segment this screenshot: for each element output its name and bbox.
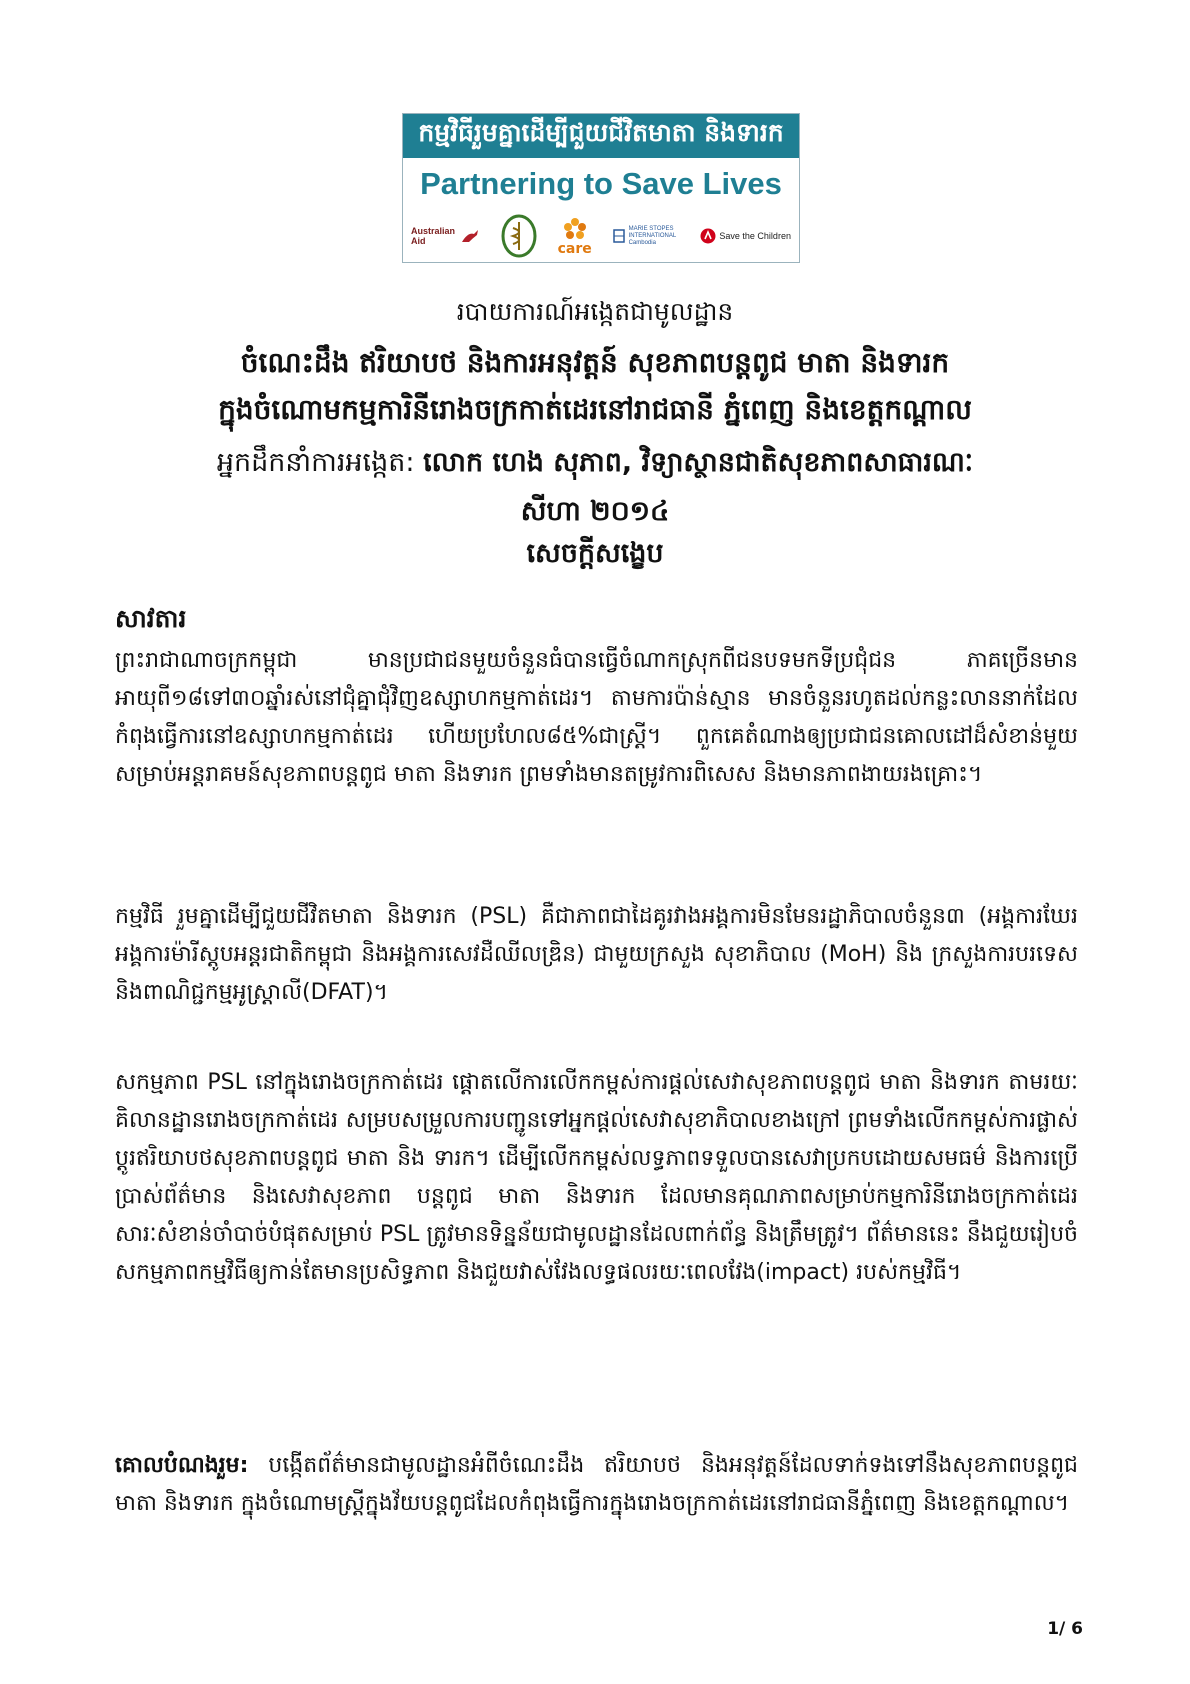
author-label: អ្នកដឹកនាំការអង្កេត: [216,447,415,478]
care-logo [558,216,592,256]
page-number: 1/ 6 [1047,1619,1083,1639]
paragraph-psl-program: កម្មវិធី រួមគ្នាដើម្បីជួយជីវិតមាតា និងទារក (PSL) គឺជាភាពជាដៃគូរវាងអង្គការមិនមែនរដ្ឋាភិបាលចំនួន៣ (អង្គការឃែរ អង្គការម៉ារីស្តូបអន្តរជាតិកម្ពុជា និងអង្គការសេវដឺឈីលឌ្រិន) ជាមួយក្រសួង សុខាភិបាល (MoH) និង ក្រសួងការបរទេស និងពាណិជ្ជកម្មអូស្ត្រាលី(DFAT)។ [115,904,1078,1005]
report-title-line-2: ក្នុងចំណោមកម្មការិនីរោងចក្រកាត់ដេរនៅរាជធានី ភ្នំពេញ និងខេត្តកណ្តាល [218,393,972,426]
save-the-children-logo [700,228,791,244]
author-name: លោក ហេង សុភាព, វិទ្យាស្ថានជាតិសុខភាពសាធារណៈ [423,447,974,478]
australian-aid-label: Australian Aid [411,226,456,246]
background-heading: សាវតារ [115,604,187,633]
marie-stopes-logo [612,226,681,247]
report-date: សីហា ២០១៤ [520,496,670,527]
australian-aid-logo [411,226,480,246]
logo-english-title: Partnering to Save Lives [420,166,782,201]
objective-text: បង្កើតព័ត៌មានជាមូលដ្ឋានអំពីចំណេះដឹង ឥរិយាបថ និងអនុវត្តន៍ដែលទាក់ទងទៅនឹងសុខភាពបន្តពូជ មាតា និងទារក ក្នុងចំណោមស្ត្រីក្នុងវ័យបន្តពូជដែលកំពុងធ្វើការក្នុងរោងចក្រកាត់ដេរនៅរាជធានីភ្នំពេញ និងខេត្តកណ្តាល។ [115,1453,1078,1516]
objective-label: គោលបំណងរួម: [115,1453,249,1478]
partnership-logo [402,113,800,263]
report-type: របាយការណ៍អង្កេតជាមូលដ្ឋាន [456,297,734,326]
paragraph-background: ព្រះរាជាណាចក្រកម្ពុជា មានប្រជាជនមួយចំនួនធំបានធ្វើចំណាកស្រុកពីជនបទមកទីប្រជុំជន ភាគច្រើនមានអាយុពី១៨ទៅ៣០ឆ្នាំរស់នៅជុំគ្នាជុំវិញឧស្សាហកម្មកាត់ដេរ។ តាមការប៉ាន់ស្មាន មានចំនួនរហូតដល់កន្លះលាននាក់ដែលកំពុងធ្វើការនៅឧស្សាហកម្មកាត់ដេរ ហើយប្រហែល៨៥%ជាស្ត្រី។ ពួកគេតំណាងឲ្យប្រជាជនគោលដៅដ៏សំខាន់មួយសម្រាប់អន្តរាគមន៍សុខភាពបន្តពូជ មាតា និងទារក ព្រមទាំងមានតម្រូវការពិសេស និងមានភាពងាយរងគ្រោះ។ [115,648,1078,787]
survey-leader [0,446,1190,485]
save-the-children-label: Save the Children [719,231,791,241]
partner-logos [403,210,799,262]
care-label: care [557,241,592,257]
paragraph-overall-objective [115,1447,1078,1523]
kangaroo-icon [460,228,480,244]
care-hands-icon [562,216,588,242]
marie-stopes-label: MARIE STOPES INTERNATIONAL Cambodia [628,225,676,246]
report-title-line-1: ចំណេះដឹង ឥរិយាបថ និងការអនុវត្តន៍ សុខភាពបន្តពូជ មាតា និងទារក [240,346,950,379]
ministry-of-health-emblem-icon [500,214,538,258]
marie-stopes-icon [612,228,626,244]
logo-khmer-title: កម្មវិធីរួមគ្នាដើម្បីជួយជីវិតមាតា និងទារក [403,114,799,158]
paragraph-psl-activities: សកម្មភាព PSL នៅក្នុងរោងចក្រកាត់ដេរ ផ្តោតលើការលើកកម្ពស់ការផ្តល់សេវាសុខភាពបន្តពូជ មាតា និងទារក តាមរយៈគិលានដ្ឋានរោងចក្រកាត់ដេរ សម្របសម្រួលការបញ្ជូនទៅអ្នកផ្តល់សេវាសុខាភិបាលខាងក្រៅ ព្រមទាំងលើកកម្ពស់ការផ្លាស់ប្តូរឥរិយាបថសុខភាពបន្តពូជ មាតា និង ទារក។ ដើម្បីលើកកម្ពស់លទ្ធភាពទទួលបានសេវាប្រកបដោយសមធម៌ និងការប្រើប្រាស់ព័ត៌មាន និងសេវាសុខភាព បន្តពូជ មាតា និងទារក ដែលមានគុណភាពសម្រាប់កម្មការិនីរោងចក្រកាត់ដេរ សារៈសំខាន់ចាំបាច់បំផុតសម្រាប់ PSL ត្រូវមានទិន្នន័យជាមូលដ្ឋានដែលពាក់ព័ន្ធ និងត្រឹមត្រូវ។ ព័ត៌មាននេះ នឹងជួយរៀបចំសកម្មភាពកម្មវិធីឲ្យកាន់តែមានប្រសិទ្ធភាព និងជួយវាស់វែងលទ្ធផលរយៈពេលវែង(impact) របស់កម្មវិធី។ [115,1070,1078,1285]
summary-heading: សេចក្តីសង្ខេប [526,538,664,569]
save-the-children-icon [700,228,716,244]
